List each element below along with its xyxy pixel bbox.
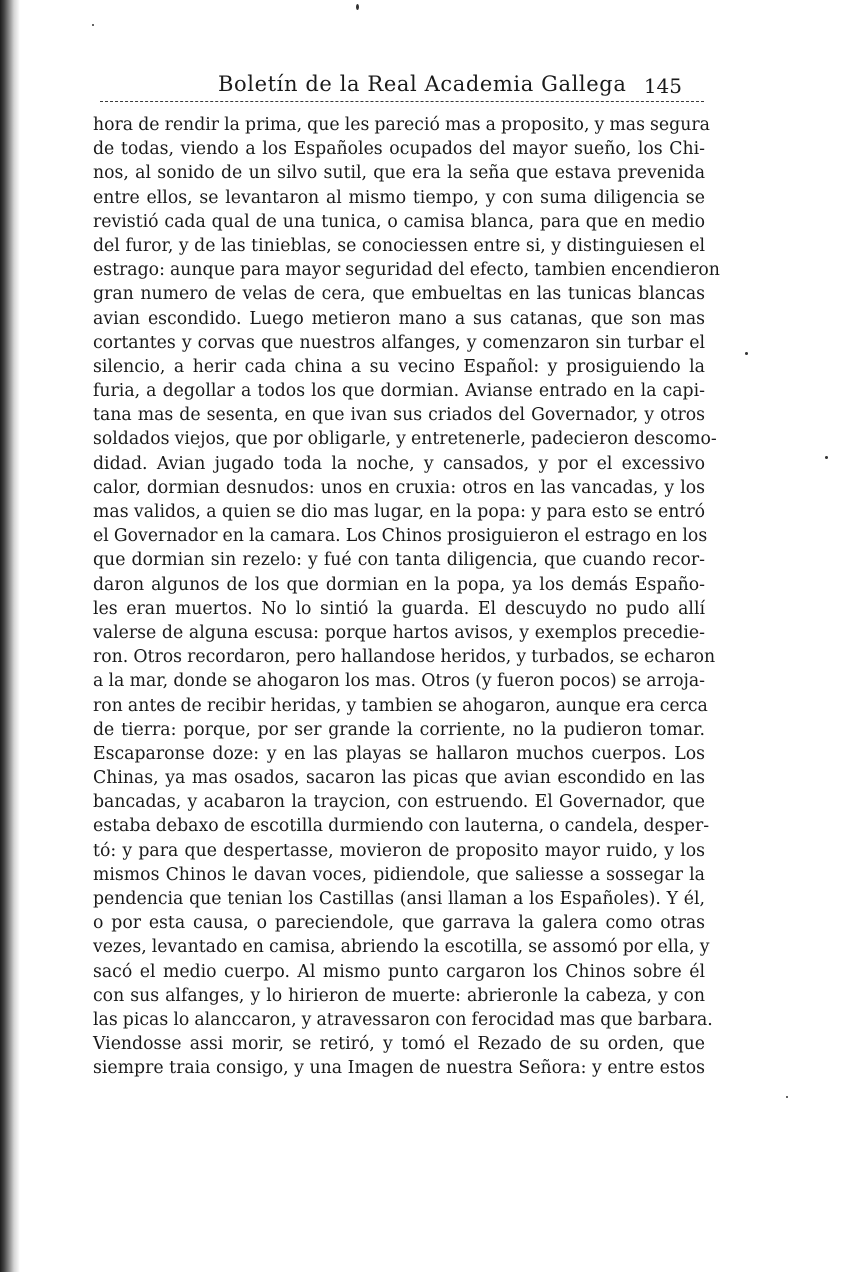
running-title: Boletín de la Real Academia Gallega <box>218 72 627 96</box>
text-line: hora de rendir la prima, que les pareció mas a proposito, y mas segura <box>93 115 710 135</box>
text-line: del furor, y de las tinieblas, se conociessen entre si, y distinguiesen el <box>93 235 705 256</box>
text-line: valerse de alguna escusa: porque hartos avisos, y exemplos precedie- <box>93 622 705 643</box>
text-line: Viendosse assi morir, se retiró, y tomó el Rezado de su orden, que <box>93 1034 705 1055</box>
text-line: de todas, viendo a los Españoles ocupados del mayor sueño, los Chi- <box>93 139 705 160</box>
text-line: el Governador en la camara. Los Chinos prosiguieron el estrago en los <box>93 526 708 547</box>
text-line: bancadas, y acabaron la traycion, con estruendo. El Governador, que <box>93 792 705 813</box>
print-speck <box>92 24 94 26</box>
text-line: siempre traia consigo, y una Imagen de nuestra Señora: y entre estos <box>93 1058 705 1079</box>
text-line: mismos Chinos le davan voces, pidiendole, que saliesse a sossegar la <box>93 864 705 885</box>
text-line: soldados viejos, que por obligarle, y entretenerle, padecieron descomo- <box>93 429 717 450</box>
text-line: gran numero de velas de cera, que embueltas en las tunicas blancas <box>93 284 705 305</box>
header-rule <box>100 101 704 102</box>
text-line: revistió cada qual de una tunica, o camisa blanca, para que en medio <box>93 211 705 232</box>
text-line: tana mas de sesenta, en que ivan sus criados del Governador, y otros <box>93 405 705 426</box>
text-line: o por esta causa, o pareciendole, que garrava la galera como otras <box>93 913 705 934</box>
text-line: de tierra: porque, por ser grande la corriente, no la pudieron tomar. <box>93 719 705 740</box>
text-line: nos, al sonido de un silvo sutil, que era la seña que estava prevenida <box>93 163 705 184</box>
text-line: ron. Otros recordaron, pero hallandose heridos, y turbados, se echaron <box>93 647 716 668</box>
text-line: ron antes de recibir heridas, y tambien se ahogaron, aunque era cerca <box>93 695 708 716</box>
text-line: daron algunos de los que dormian en la popa, ya los demás Españo- <box>93 574 705 595</box>
text-line: sacó el medio cuerpo. Al mismo punto cargaron los Chinos sobre él <box>93 961 705 982</box>
running-header <box>100 62 704 102</box>
text-line: Chinas, ya mas osados, sacaron las picas que avian escondido en las <box>93 768 705 789</box>
print-speck <box>356 4 359 10</box>
text-line: con sus alfanges, y lo hirieron de muerte: abrieronle la cabeza, y con <box>93 985 705 1006</box>
text-line: mas validos, a quien se dio mas lugar, en la popa: y para esto se entró <box>93 502 705 522</box>
text-line: silencio, a herir cada china a su vecino Español: y prosiguiendo la <box>93 356 705 377</box>
body-text <box>93 113 720 1081</box>
text-line: furia, a degollar a todos los que dormian. Avianse entrado en la capi- <box>93 381 705 402</box>
text-line: les eran muertos. No lo sintió la guarda. El descuydo no pudo allí <box>93 598 705 619</box>
print-speck <box>825 456 828 459</box>
text-line: Escaparonse doze: y en las playas se hallaron muchos cuerpos. Los <box>93 743 705 764</box>
text-line: las picas lo alanccaron, y atravessaron con ferocidad mas que barbara. <box>93 1009 713 1030</box>
text-line: que dormian sin rezelo: y fué con tanta diligencia, que cuando recor- <box>93 550 705 571</box>
text-line: avian escondido. Luego metieron mano a sus catanas, que son mas <box>93 308 705 329</box>
text-line: a la mar, donde se ahogaron los mas. Otros (y fueron pocos) se arroja- <box>93 671 705 692</box>
text-line: estaba debaxo de escotilla durmiendo con lauterna, o candela, desper- <box>93 816 710 837</box>
text-line: cortantes y corvas que nuestros alfanges, y comenzaron sin turbar el <box>93 332 705 353</box>
book-spine-shadow <box>0 0 20 1272</box>
text-line: calor, dormian desnudos: unos en cruxia: otros en las vancadas, y los <box>93 477 705 498</box>
print-speck <box>786 1096 788 1098</box>
text-line: estrago: aunque para mayor seguridad del efecto, tambien encendieron <box>93 260 720 281</box>
text-line: vezes, levantado en camisa, abriendo la escotilla, se assomó por ella, y <box>93 937 710 958</box>
text-line: tó: y para que despertasse, movieron de proposito mayor ruido, y los <box>93 840 705 861</box>
text-line: pendencia que tenian los Castillas (ansi llaman a los Españoles). Y él, <box>93 889 705 909</box>
page-number: 145 <box>643 74 682 98</box>
print-speck <box>745 352 748 355</box>
text-line: didad. Avian jugado toda la noche, y cansados, y por el excessivo <box>93 453 705 474</box>
text-line: entre ellos, se levantaron al mismo tiempo, y con suma diligencia se <box>93 187 705 208</box>
